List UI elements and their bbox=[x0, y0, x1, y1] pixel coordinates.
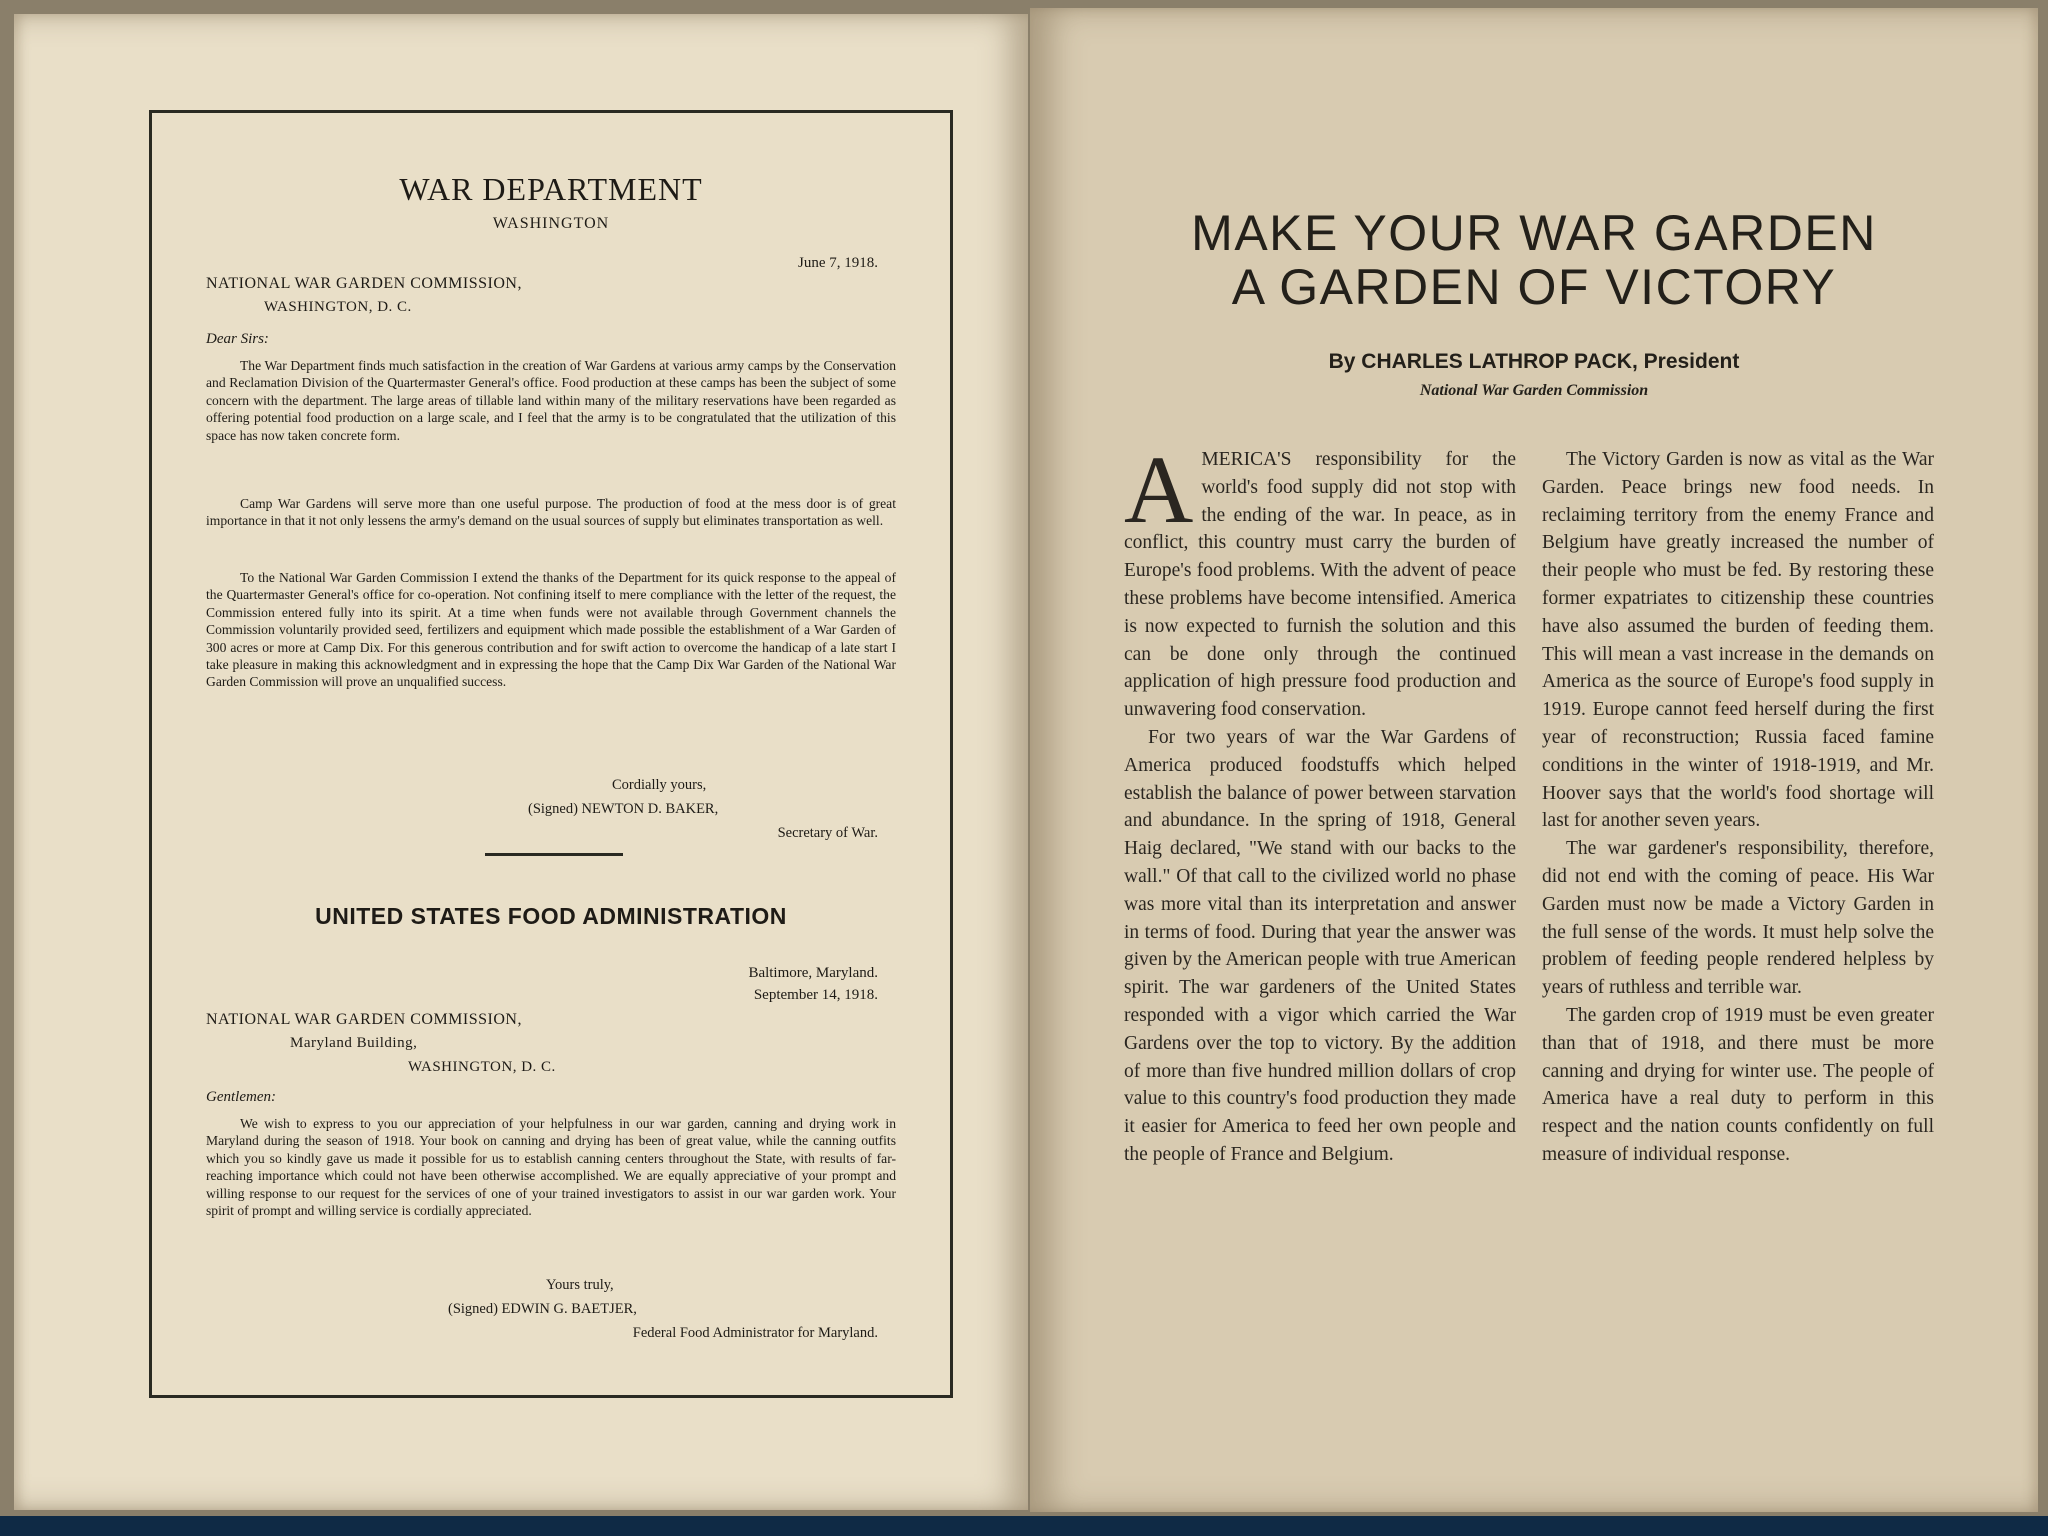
article-paragraph-4: The war gardener's responsibility, therefore, did not end with the coming of peace. His War Garden must now be made a Victory Garden in the full sense of the words. It must help solve the problem of feeding people rendered helpless by years of ruthless and terrible war. bbox=[1542, 838, 1934, 999]
food-administration-signer-title: Federal Food Administrator for Maryland. bbox=[632, 1325, 878, 1341]
war-department-date: June 7, 1918. bbox=[798, 255, 878, 271]
section-divider bbox=[485, 853, 623, 856]
food-administration-salutation: Gentlemen: bbox=[206, 1089, 276, 1105]
article-paragraph-3: The Victory Garden is now as vital as the War Garden. Peace brings new food needs. In reclaiming territory from the enemy France and Belgium have greatly increased the number of their people who must be fed. By restoring these former expatriates to citizenship these countries have also assumed the burden of feeding them. This will mean a vast increase in the demands on America as the source of Europe's food supply in 1919. Europe cannot feed herself during the first year of reconstruction; Russia faced famine conditions in the winter of 1918-1919, and Mr. Hoover says that the world's food shortage will last for another seven years. bbox=[1542, 449, 1934, 832]
food-administration-addressee-city: WASHINGTON, D. C. bbox=[408, 1059, 556, 1075]
war-department-signature: (Signed) NEWTON D. BAKER, bbox=[528, 801, 719, 817]
article-paragraph-2: For two years of war the War Gardens of America produced foodstuffs which helped establish the balance of power between starvation and abundance. In the spring of 1918, General Haig declared, "We stand with our backs to the wall." Of that call to the civilized world no phase was more vital than its interpretation and answer in terms of food. During that year the answer was given by the American people with true American spirit. The war gardeners of the United States responded with a vigor which carried the War Gardens over the top to victory. By the addition of more than five hundred million dollars of crop value to this country's food production they made it easier for America to feed her own people and the people of France and Belgium. bbox=[1124, 726, 1516, 1165]
war-department-paragraph-1: The War Department finds much satisfaction in the creation of War Gardens at various army camps by the Conservation and Reclamation Division of the Quartermaster General's office. Food production at these camps has been the subject of some concern with the department. The large areas of tillable land within many of the military reservations have been regarded as offering potential food production on a large scale, and I feel that the army is to be congratulated that the utilization of this space has now taken concrete form. bbox=[206, 358, 896, 443]
article-column-1 bbox=[1124, 436, 1516, 1169]
food-administration-place: Baltimore, Maryland. bbox=[748, 965, 878, 981]
war-department-addressee-city: WASHINGTON, D. C. bbox=[264, 299, 412, 315]
article-paragraph-1 bbox=[1124, 436, 1516, 724]
food-administration-heading: UNITED STATES FOOD ADMINISTRATION bbox=[315, 903, 787, 929]
article-column-2 bbox=[1542, 446, 1934, 1169]
byline-organization: National War Garden Commission bbox=[1419, 382, 1649, 399]
war-department-paragraph-3: To the National War Garden Commission I extend the thanks of the Department for its quick response to the appeal of the Quartermaster General's office for co-operation. Not confining itself to mere compliance with the letter of the request, the Commission entered fully into its spirit. At a time when funds were not available through Government channels the Commission voluntarily provided seed, fertilizers and equipment which made possible the establishment of a War Garden of 300 acres or more at Camp Dix. For this generous contribution and for swift action to overcome the handicap of a late start I take pleasure in making this acknowledgment and in expressing the hope that the Camp Dix War Garden of the National War Garden Commission will prove an unqualified success. bbox=[206, 570, 896, 690]
war-department-salutation: Dear Sirs: bbox=[206, 331, 269, 347]
byline: By CHARLES LATHROP PACK, President bbox=[1328, 350, 1740, 373]
food-administration-paragraph: We wish to express to you our appreciation of your helpfulness in our war garden, canning and drying work in Maryland during the season of 1918. Your book on canning and drying has been of great value, while the canning outfits which you so kindly gave us made it possible for us to establish canning centers throughout the State, with results of far-reaching importance which could not have been otherwise accomplished. We are equally appreciative of your prompt and willing response to our request for the services of one of your trained investigators to assist in our war garden work. Your spirit of prompt and willing service is cordially appreciated. bbox=[206, 1116, 896, 1219]
food-administration-addressee-building: Maryland Building, bbox=[290, 1035, 418, 1051]
article-paragraph-5: The garden crop of 1919 must be even greater than that of 1918, and there must be more canning and drying for winter use. The people of America have a real duty to perform in this respect and the nation counts confidently on full measure of individual response. bbox=[1542, 1004, 1934, 1165]
war-department-city: WASHINGTON bbox=[492, 215, 610, 232]
food-administration-closing: Yours truly, bbox=[546, 1277, 614, 1293]
war-department-paragraph-2: Camp War Gardens will serve more than one useful purpose. The production of food at the mess door is of great importance in that it not only lessens the army's demand on the usual sources of supply but eliminates transportation as well. bbox=[206, 496, 896, 529]
war-department-closing: Cordially yours, bbox=[612, 777, 707, 793]
war-department-heading: WAR DEPARTMENT bbox=[399, 171, 703, 207]
war-department-addressee: NATIONAL WAR GARDEN COMMISSION, bbox=[206, 275, 522, 292]
headline-line-1: MAKE YOUR WAR GARDEN bbox=[1191, 205, 1877, 261]
drop-cap: A bbox=[1124, 436, 1194, 543]
bottom-band bbox=[0, 1516, 2048, 1536]
food-administration-date: September 14, 1918. bbox=[753, 987, 878, 1003]
headline-line-2: A GARDEN OF VICTORY bbox=[1231, 259, 1837, 315]
article-paragraph-1-text: MERICA'S responsibility for the world's food supply did not stop with the ending of the war. In peace, as in conflict, this country must carry the burden of Europe's food problems. With the advent of peace these problems have become intensified. America is now expected to furnish the solution and this can be done only through the continued application of high pressure food production and unwavering food conservation. bbox=[1124, 449, 1516, 721]
war-department-signer-title: Secretary of War. bbox=[777, 825, 878, 841]
letters-box bbox=[149, 110, 953, 1398]
food-administration-addressee: NATIONAL WAR GARDEN COMMISSION, bbox=[206, 1011, 522, 1028]
food-administration-signature: (Signed) EDWIN G. BAETJER, bbox=[448, 1301, 637, 1317]
